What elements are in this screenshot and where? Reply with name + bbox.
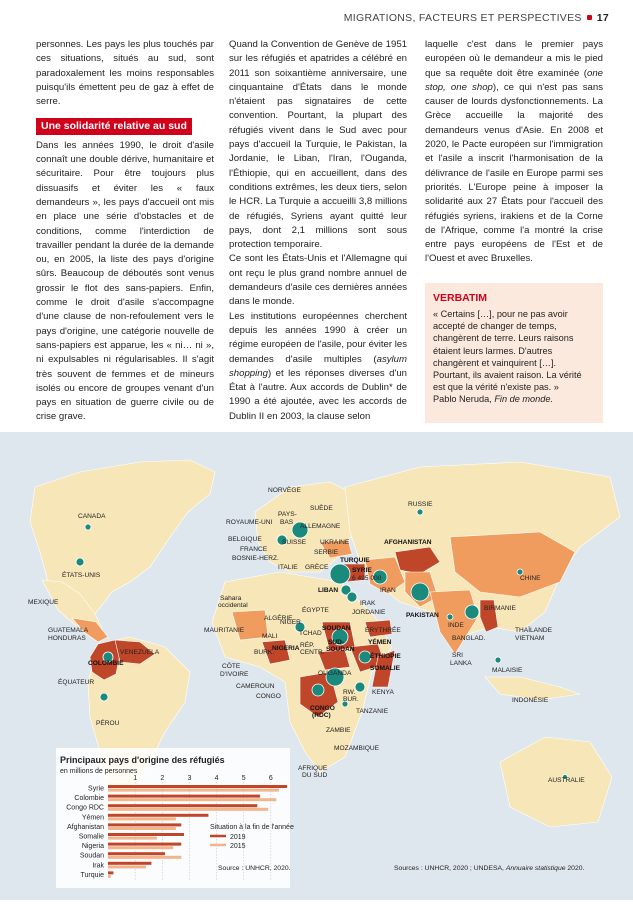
label-vietnam: VIETNAM [515, 635, 545, 642]
label-bur: BUR. [343, 696, 359, 703]
label-venezuela: VENEZUELA [120, 649, 160, 656]
label-sud-1: SUD- [328, 639, 345, 646]
label-honduras: HONDURAS [48, 635, 86, 642]
label-ethiopie: ÉTHIOPIE [370, 653, 401, 660]
article-column-3 [425, 38, 603, 267]
label-bangladesh: BANGLAD. [452, 635, 486, 642]
legend-label-2019: 2019 [230, 834, 246, 841]
label-guatemala: GUATEMALA [48, 627, 89, 634]
chart-bar-2019 [108, 843, 181, 846]
map-source-right: Sources : UNHCR, 2020 ; UNDESA, Annuaire statistique 2020. [394, 865, 585, 872]
chart-bar-2019 [108, 852, 165, 855]
label-pakistan: PAKISTAN [406, 612, 439, 619]
paragraph: personnes. Les pays les plus touchés par ces situations, situés au sud, sont paradoxalement les moins responsables puisqu'ils émettent peu de gaz à effet de serre. [36, 39, 214, 108]
label-syrie-value: 6 495 000 [352, 575, 382, 582]
paragraph: Ce sont les États-Unis et l'Allemagne qui ont reçu le plus grand nombre annuel de demandeurs d'asile ces dernières années dans le monde. [229, 253, 407, 308]
label-italie: ITALIE [278, 564, 298, 571]
host-circle-jordanie [347, 592, 357, 602]
chart-bar-2019 [108, 871, 113, 874]
paragraph: Quand la Convention de Genève de 1951 sur les réfugiés et apatrides a célébré en 2011 son soixantième anniversaire, une cinquantaine d'États dans le monde n'étaient pas signataires de cette convention. Pourtant, la plupart des réfugiés vivent dans le Sud avec pour pays d'accueil la Turquie, le Pakistan, la Jordanie, le Liban, l'Iran, l'Ouganda, l'Éthiopie, qui en accueillent, dans des conditions extrêmes, les deux tiers, selon le HCR. La Turquie a accueilli 3,8 millions de réfugiés, Syriens ayant quitté leur pays, dont 2,1 millions sont sous protection temporaire. [229, 39, 407, 251]
chart-tick-label: 2 [160, 775, 165, 782]
verbatim-quote: « Certains […], pour ne pas avoir accepté de changer de temps, changèrent de terre. Leurs raisons étaient leurs larmes. D'autres changèrent et vainquirent […]. Pourtant, ils avaient raison. La vérité est que la vérité n'existe pas. » [433, 309, 582, 393]
label-mali: MALI [262, 633, 278, 640]
label-ouganda: OUGANDA [318, 670, 352, 677]
section-title: MIGRATIONS, FACTEURS ET PERSPECTIVES [343, 12, 582, 24]
label-afghanistan: AFGHANISTAN [384, 539, 432, 546]
chart-category-label: Afghanistan [67, 823, 104, 831]
chart-category-label: Syrie [88, 785, 104, 793]
label-egypte: ÉGYPTE [302, 607, 329, 614]
label-yemen: YÉMEN [368, 639, 392, 646]
chart-bar-2015 [108, 808, 268, 811]
chart-bar-2015 [108, 856, 181, 859]
chart-bar-2019 [108, 814, 208, 817]
label-pays-bas-2: BAS [280, 519, 294, 526]
chart-bar-2015 [108, 837, 157, 840]
label-sri-2: LANKA [450, 660, 472, 667]
chart-bar-2015 [108, 827, 176, 830]
page-number: 17 [596, 12, 609, 24]
host-circle-perou [100, 693, 108, 701]
label-liban: LIBAN [318, 587, 339, 594]
paragraph: Dans les années 1990, le droit d'asile connaît une double dérive, humanitaire et sécuritaire. Pour être toujours plus dissuasifs et éviter les « faux demandeurs », les pays d'accueil ont mis en place une série d'obstacles et de conditions, comme l'interdiction de travailler pendant la durée de la demande ou, en 2005, la liste des pays d'origine sûrs. Beaucoup de déboutés sont venus grossir le flot des sans-papiers. Enfin, comme le droit d'asile s'accompagne d'une clause de non-refoulement vers le pays d'origine, une catégorie nouvelle de sans-papiers est apparue, les « ni… ni », ni expulsables ni régularisables. Il s'agit très souvent de femmes et de mineurs isolés ou encore de groupes venant d'un pays en situation de guerre civile ou de crise grave. [36, 139, 214, 423]
label-zambie: ZAMBIE [326, 727, 351, 734]
label-congo: CONGO [256, 693, 281, 700]
label-tchad: TCHAD [299, 630, 322, 637]
chart-category-label: Colombie [74, 795, 104, 803]
label-russie: RUSSIE [408, 501, 433, 508]
chart-category-label: Soudan [79, 852, 104, 860]
running-header [344, 12, 609, 24]
label-thailande: THAÏLANDE [515, 627, 553, 634]
label-algerie: ALGÉRIE [264, 615, 293, 622]
chart-bar-2015 [108, 846, 173, 849]
label-pays-bas-1: PAYS- [278, 511, 297, 518]
chart-category-label: Nigeria [81, 843, 104, 851]
host-circle-inde [447, 614, 453, 620]
section-heading: Une solidarité relative au sud [36, 118, 192, 134]
chart-tick-label: 1 [133, 775, 138, 782]
article-column-2 [229, 38, 407, 424]
label-sahara-1: Sahara [220, 595, 242, 602]
label-indonesie: INDONÉSIE [512, 697, 549, 704]
chart-bar-2015 [108, 875, 111, 878]
label-erythree: ÉRYTHRÉE [365, 627, 401, 634]
label-cote-2: D'IVOIRE [220, 671, 249, 678]
label-australie: AUSTRALIE [548, 777, 585, 784]
label-sud-2: SOUDAN [326, 646, 355, 653]
label-allemagne: ALLEMAGNE [300, 523, 341, 530]
label-nigeria: NIGERIA [272, 645, 300, 652]
chart-bar-2019 [108, 823, 181, 826]
host-circle-russie [417, 509, 423, 515]
label-canada: CANADA [78, 513, 106, 520]
host-circle-pakistan [411, 583, 429, 601]
chart-category-label: Turquie [80, 871, 104, 879]
legend-label-2015: 2015 [230, 843, 246, 850]
label-syrie: SYRIE [352, 567, 372, 574]
chart-bar-2015 [108, 798, 276, 801]
paragraph: Les institutions européennes cherchent depuis les années 1990 à créer un régime européen de l'asile, pour éviter les demandes d'asile multiples (asylum shopping) et les réponses diverses d'un État à l'autre. Aux accords de Dublin* de 1990 a été ajoutée, avec les accords de Dublin II en 2003, la clause selon [229, 310, 407, 422]
label-mozambique: MOZAMBIQUE [334, 745, 380, 752]
label-equateur: ÉQUATEUR [58, 679, 95, 686]
label-niger: NIGER [280, 619, 301, 626]
label-afrique-sud-2: DU SUD [302, 772, 328, 779]
label-suede: SUÈDE [310, 505, 333, 512]
chart-tick-label: 6 [268, 775, 273, 782]
chart-bar-2019 [108, 785, 287, 788]
chart-subtitle: en millions de personnes [60, 768, 138, 775]
label-norvege: NORVÈGE [268, 487, 301, 494]
verbatim-title: VERBATIM [433, 292, 488, 304]
chart-bar-2019 [108, 795, 260, 798]
chart-category-label: Irak [92, 862, 104, 870]
label-birmanie: BIRMANIE [484, 605, 516, 612]
label-colombie: COLOMBIE [88, 660, 124, 667]
label-inde: INDE [448, 622, 464, 629]
label-irak: IRAK [360, 600, 376, 607]
host-circle-bangladesh [465, 605, 479, 619]
label-afrique-sud-1: AFRIQUE [298, 765, 328, 772]
host-circle-etats-unis [76, 558, 84, 566]
host-circle-malaisie [495, 657, 501, 663]
label-grece: GRÈCE [305, 564, 329, 571]
host-circle-rdc [312, 684, 324, 696]
label-rep-1: RÉP. [300, 642, 315, 649]
label-rdc-2: (RDC) [312, 712, 331, 719]
chart-bar-2019 [108, 862, 151, 865]
label-bosnie: BOSNIE-HERZ. [232, 555, 279, 562]
verbatim-box [425, 283, 603, 423]
chart-category-label: Congo RDC [66, 804, 104, 812]
label-tanzanie: TANZANIE [356, 708, 389, 715]
label-sri-1: SRI [452, 652, 463, 659]
verbatim-author: Pablo Neruda, Fin de monde. [433, 394, 554, 405]
label-sahara-2: occidental [218, 602, 248, 609]
label-ukraine: UKRAINE [320, 539, 350, 546]
label-soudan: SOUDAN [322, 625, 351, 632]
label-burk: BURK. [254, 649, 275, 656]
label-belgique: BELGIQUE [228, 536, 262, 543]
label-rdc-1: CONGO [310, 705, 335, 712]
legend-title: Situation à la fin de l'année [210, 824, 294, 831]
chart-bar-2015 [108, 865, 146, 868]
label-chine: CHINE [520, 575, 541, 582]
refugee-world-map [0, 432, 633, 900]
label-perou: PÉROU [96, 720, 120, 727]
chart-title: Principaux pays d'origine des réfugiés [60, 755, 225, 765]
map-source-left: Source : UNHCR, 2020. [218, 865, 291, 872]
chart-bar-2015 [108, 789, 279, 792]
chart-bar-2019 [108, 833, 184, 836]
article-column-1 [36, 38, 214, 425]
label-rw: RW. [343, 689, 356, 696]
chart-bar-2015 [108, 817, 176, 820]
host-circle-kenya [355, 682, 365, 692]
label-etats-unis: ÉTATS-UNIS [62, 572, 101, 579]
label-turquie: TURQUIE [340, 557, 370, 564]
label-jordanie: JORDANIE [352, 609, 386, 616]
chart-tick-label: 3 [187, 775, 192, 782]
host-circle-canada [85, 524, 91, 530]
label-kenya: KENYA [372, 689, 394, 696]
label-cameroun: CAMEROUN [236, 683, 275, 690]
label-mexique: MEXIQUE [28, 599, 59, 606]
chart-category-label: Somalie [78, 833, 104, 841]
label-france: FRANCE [240, 546, 268, 553]
label-somalie: SOMALIE [370, 665, 401, 672]
chart-tick-label: 5 [241, 775, 246, 782]
label-mauritanie: MAURITANIE [204, 627, 245, 634]
label-rep-2: CENTR. [300, 649, 325, 656]
label-malaisie: MALAISIE [492, 667, 523, 674]
paragraph: laquelle c'est dans le premier pays européen où le demandeur a mis le pied que sa requête doit être examinée (one stop, one shop), ce qui n'est pas sans causer de lourds dysfonctionnements. La Grèce accueille la majorité des demandeurs venus d'Asie. En 2008 et 2020, le Pacte européen sur l'immigration et l'asile a inscrit l'harmonisation de la délivrance de l'asile en Europe parmi ses priorités. L'Europe peine à imposer la solidarité aux 27 États pour l'accueil des réfugiés syriens, irakiens et de la Corne de l'Afrique, comme l'a montré la crise entre pays européens de l'Est et de l'Ouest et avec Bruxelles. [425, 39, 603, 265]
label-iran: IRAN [380, 587, 396, 594]
separator-dot [587, 15, 592, 20]
label-serbie: SERBIE [314, 549, 339, 556]
chart-bar-2019 [108, 804, 257, 807]
host-circle-turquie [330, 564, 350, 584]
label-royaume-uni: ROYAUME-UNI [226, 519, 273, 526]
chart-tick-label: 4 [214, 775, 219, 782]
label-cote-1: CÔTE [222, 663, 241, 670]
chart-category-label: Yémen [81, 814, 104, 822]
label-suisse: SUISSE [282, 539, 307, 546]
